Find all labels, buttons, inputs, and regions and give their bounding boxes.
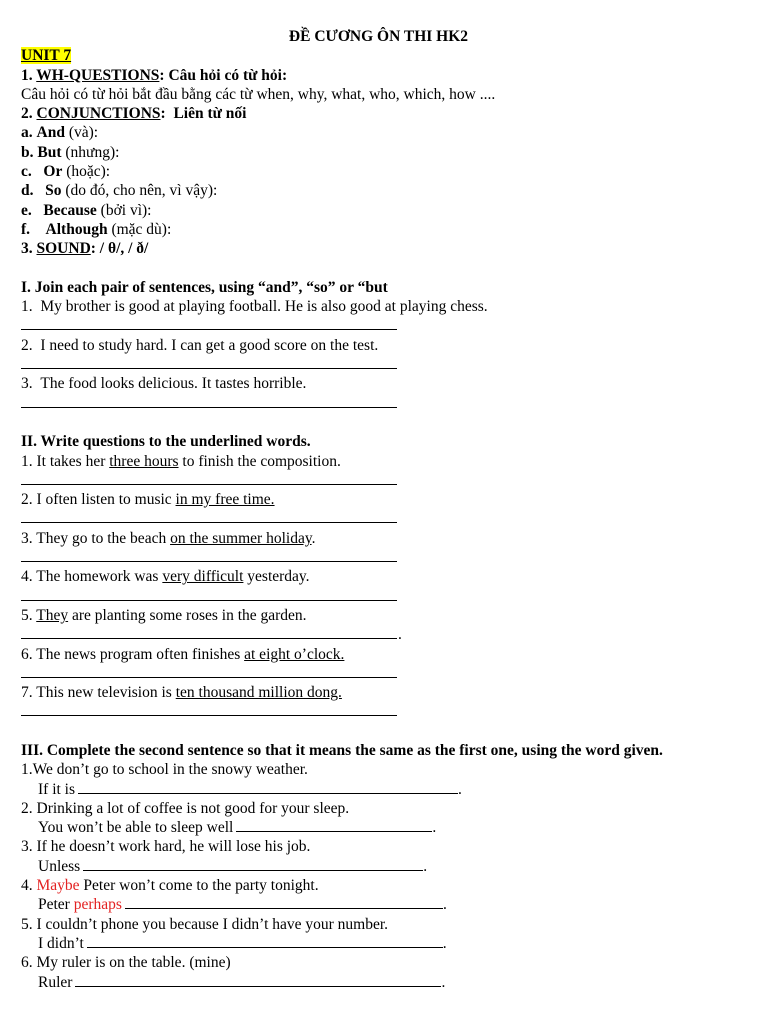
section-2-heading: II. Write questions to the underlined words. [21,433,311,451]
conjunction-item: d. So (do đó, cho nên, vì vậy): [21,182,218,200]
underlined-phrase: ten thousand million dong. [175,684,342,702]
conj-num: 2. [21,105,33,123]
question-item: 4. Maybe Peter won’t come to the party tonight. [21,877,319,895]
wh-desc: Câu hỏi có từ hỏi: [168,66,288,84]
section-3-heading: III. Complete the second sentence so that it means the same as the first one, using the word given. [21,741,663,759]
underlined-phrase: on the summer holiday [170,529,312,547]
answer-line[interactable] [21,509,751,528]
rewrite-line[interactable]: I didn’t . [38,934,447,952]
answer-line[interactable]: . [21,625,751,644]
conjunction-item: f. Although (mặc dù): [21,220,172,238]
rewrite-line[interactable]: You won’t be able to sleep well . [38,819,437,837]
conjunction-item: a. And (và): [21,124,99,142]
wh-term: WH-QUESTIONS [36,66,160,84]
answer-line[interactable] [21,394,751,413]
question-item: 5. I couldn’t phone you because I didn’t have your number. [21,915,389,933]
rewrite-line[interactable]: Unless . [38,857,428,875]
underlined-phrase: very difficult [162,568,244,586]
conjunctions-heading [21,104,751,123]
sound-term: SOUND [36,240,91,258]
conj-desc: Liên từ nối [173,105,247,123]
section-1-heading: I. Join each pair of sentences, using “and”, “so” or “but [21,278,388,296]
conj-colon: : [160,105,166,123]
conjunction-item: b. But (nhưng): [21,143,120,161]
underlined-phrase: three hours [109,452,179,470]
unit-label: UNIT 7 [21,47,72,65]
sound-value: : / θ/, / ð/ [90,240,149,258]
question-item: 1. It takes her three hours to finish the composition. [21,452,341,470]
answer-line[interactable] [21,471,751,490]
wh-colon: : [159,66,165,84]
worksheet-page [21,27,751,992]
question-item: 2. Drinking a lot of coffee is not good for your sleep. [21,799,350,817]
unit-label-row [21,46,751,65]
question-item: 1.We don’t go to school in the snowy weather. [21,761,308,779]
question-item: 3. They go to the beach on the summer holiday. [21,529,316,547]
conj-term: CONJUNCTIONS [36,105,161,123]
question-item: 1. My brother is good at playing football. He is also good at playing chess. [21,298,488,316]
answer-line[interactable] [21,702,751,721]
answer-line[interactable] [21,355,751,374]
question-item: 4. The homework was very difficult yesterday. [21,568,310,586]
rewrite-line[interactable]: If it is . [38,780,462,798]
rewrite-line[interactable]: Ruler . [38,973,446,991]
conjunction-item: e. Because (bởi vì): [21,201,152,219]
answer-line[interactable] [21,548,751,567]
given-word: perhaps [73,896,122,914]
wh-questions-heading [21,66,751,85]
wh-num: 1. [21,66,33,84]
answer-line[interactable] [21,664,751,683]
question-item: 2. I often listen to music in my free time. [21,491,275,509]
underlined-phrase: They [36,606,69,624]
question-item: 5. They are planting some roses in the garden. [21,606,307,624]
question-item: 7. This new television is ten thousand million dong. [21,684,342,702]
question-item: 6. My ruler is on the table. (mine) [21,954,231,972]
answer-line[interactable] [21,587,751,606]
conjunction-item: c. Or (hoặc): [21,163,111,181]
underlined-phrase: at eight o’clock. [244,645,345,663]
rewrite-line[interactable]: Peter perhaps . [38,896,447,914]
wh-description-line: Câu hỏi có từ hỏi bắt đầu bằng các từ when, why, what, who, which, how .... [21,85,496,103]
given-word: Maybe [36,877,80,895]
page-title: ĐỀ CƯƠNG ÔN THI HK2 [288,28,469,45]
underlined-phrase: in my free time. [175,491,275,509]
answer-line[interactable] [21,316,751,335]
question-item: 3. If he doesn’t work hard, he will lose his job. [21,838,311,856]
question-item: 2. I need to study hard. I can get a good score on the test. [21,336,379,354]
question-item: 3. The food looks delicious. It tastes horrible. [21,375,307,393]
question-item: 6. The news program often finishes at eight o’clock. [21,645,345,663]
sound-heading: 3. SOUND: / θ/, / ð/ [21,240,149,258]
